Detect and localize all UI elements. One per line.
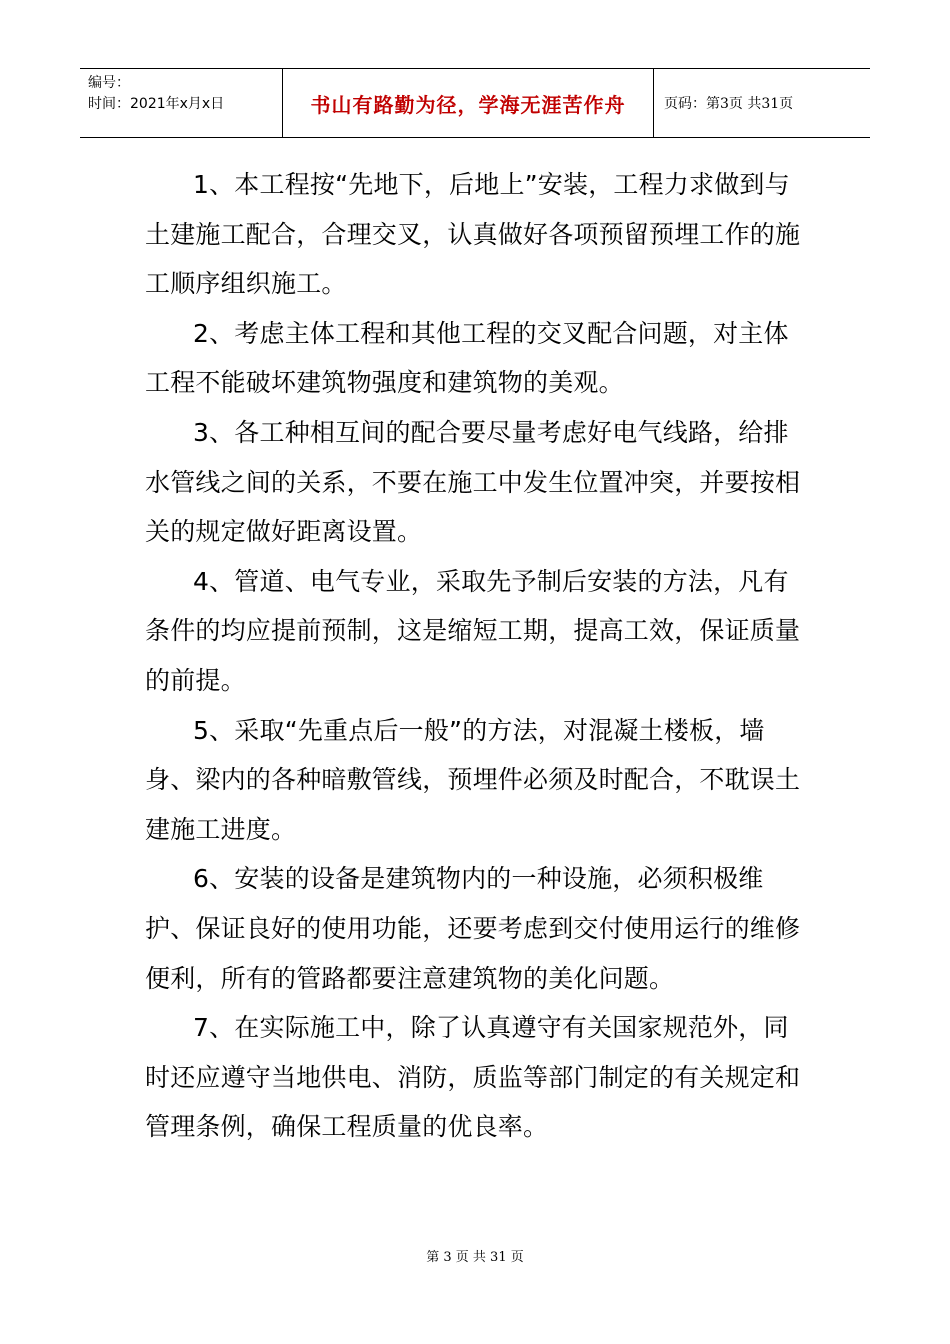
page-footer: 第 3 页 共 31 页 (426, 1250, 524, 1265)
paragraph-5: 5、采取“先重点后一般”的方法，对混凝土楼板，墙身、梁内的各种暗敷管线，预埋件必须及时配合，不耽误土建施工进度。 (145, 715, 801, 844)
paragraph-4: 4、管道、电气专业，采取先予制后安装的方法，凡有条件的均应提前预制，这是缩短工期，提高工效，保证质量的前提。 (145, 566, 801, 695)
header-page-info: 页码：第3页 共31页 (664, 96, 794, 112)
paragraph-7: 7、在实际施工中，除了认真遵守有关国家规范外，同时还应遵守当地供电、消防，质监等部门制定的有关规定和管理条例，确保工程质量的优良率。 (145, 1013, 801, 1142)
page-header (80, 68, 870, 138)
document-body (145, 160, 805, 1152)
paragraph-1: 1、本工程按“先地下，后地上”安装，工程力求做到与土建施工配合，合理交叉，认真做好各项预留预埋工作的施工顺序组织施工。 (145, 170, 801, 299)
document-date: 时间：2021年x月x日 (88, 96, 225, 112)
paragraph-2: 2、考虑主体工程和其他工程的交叉配合问题，对主体工程不能破坏建筑物强度和建筑物的美观。 (145, 318, 789, 398)
header-motto: 书山有路勤为径，学海无涯苦作舟 (282, 69, 654, 137)
paragraph-6: 6、安装的设备是建筑物内的一种设施，必须积极维护、保证良好的使用功能，还要考虑到交付使用运行的维修便利，所有的管路都要注意建筑物的美化问题。 (145, 864, 801, 993)
header-meta (80, 69, 282, 137)
paragraph-3: 3、各工种相互间的配合要尽量考虑好电气线路，给排水管线之间的关系，不要在施工中发生位置冲突，并要按相关的规定做好距离设置。 (145, 417, 801, 547)
document-number-label: 编号： (88, 75, 130, 91)
